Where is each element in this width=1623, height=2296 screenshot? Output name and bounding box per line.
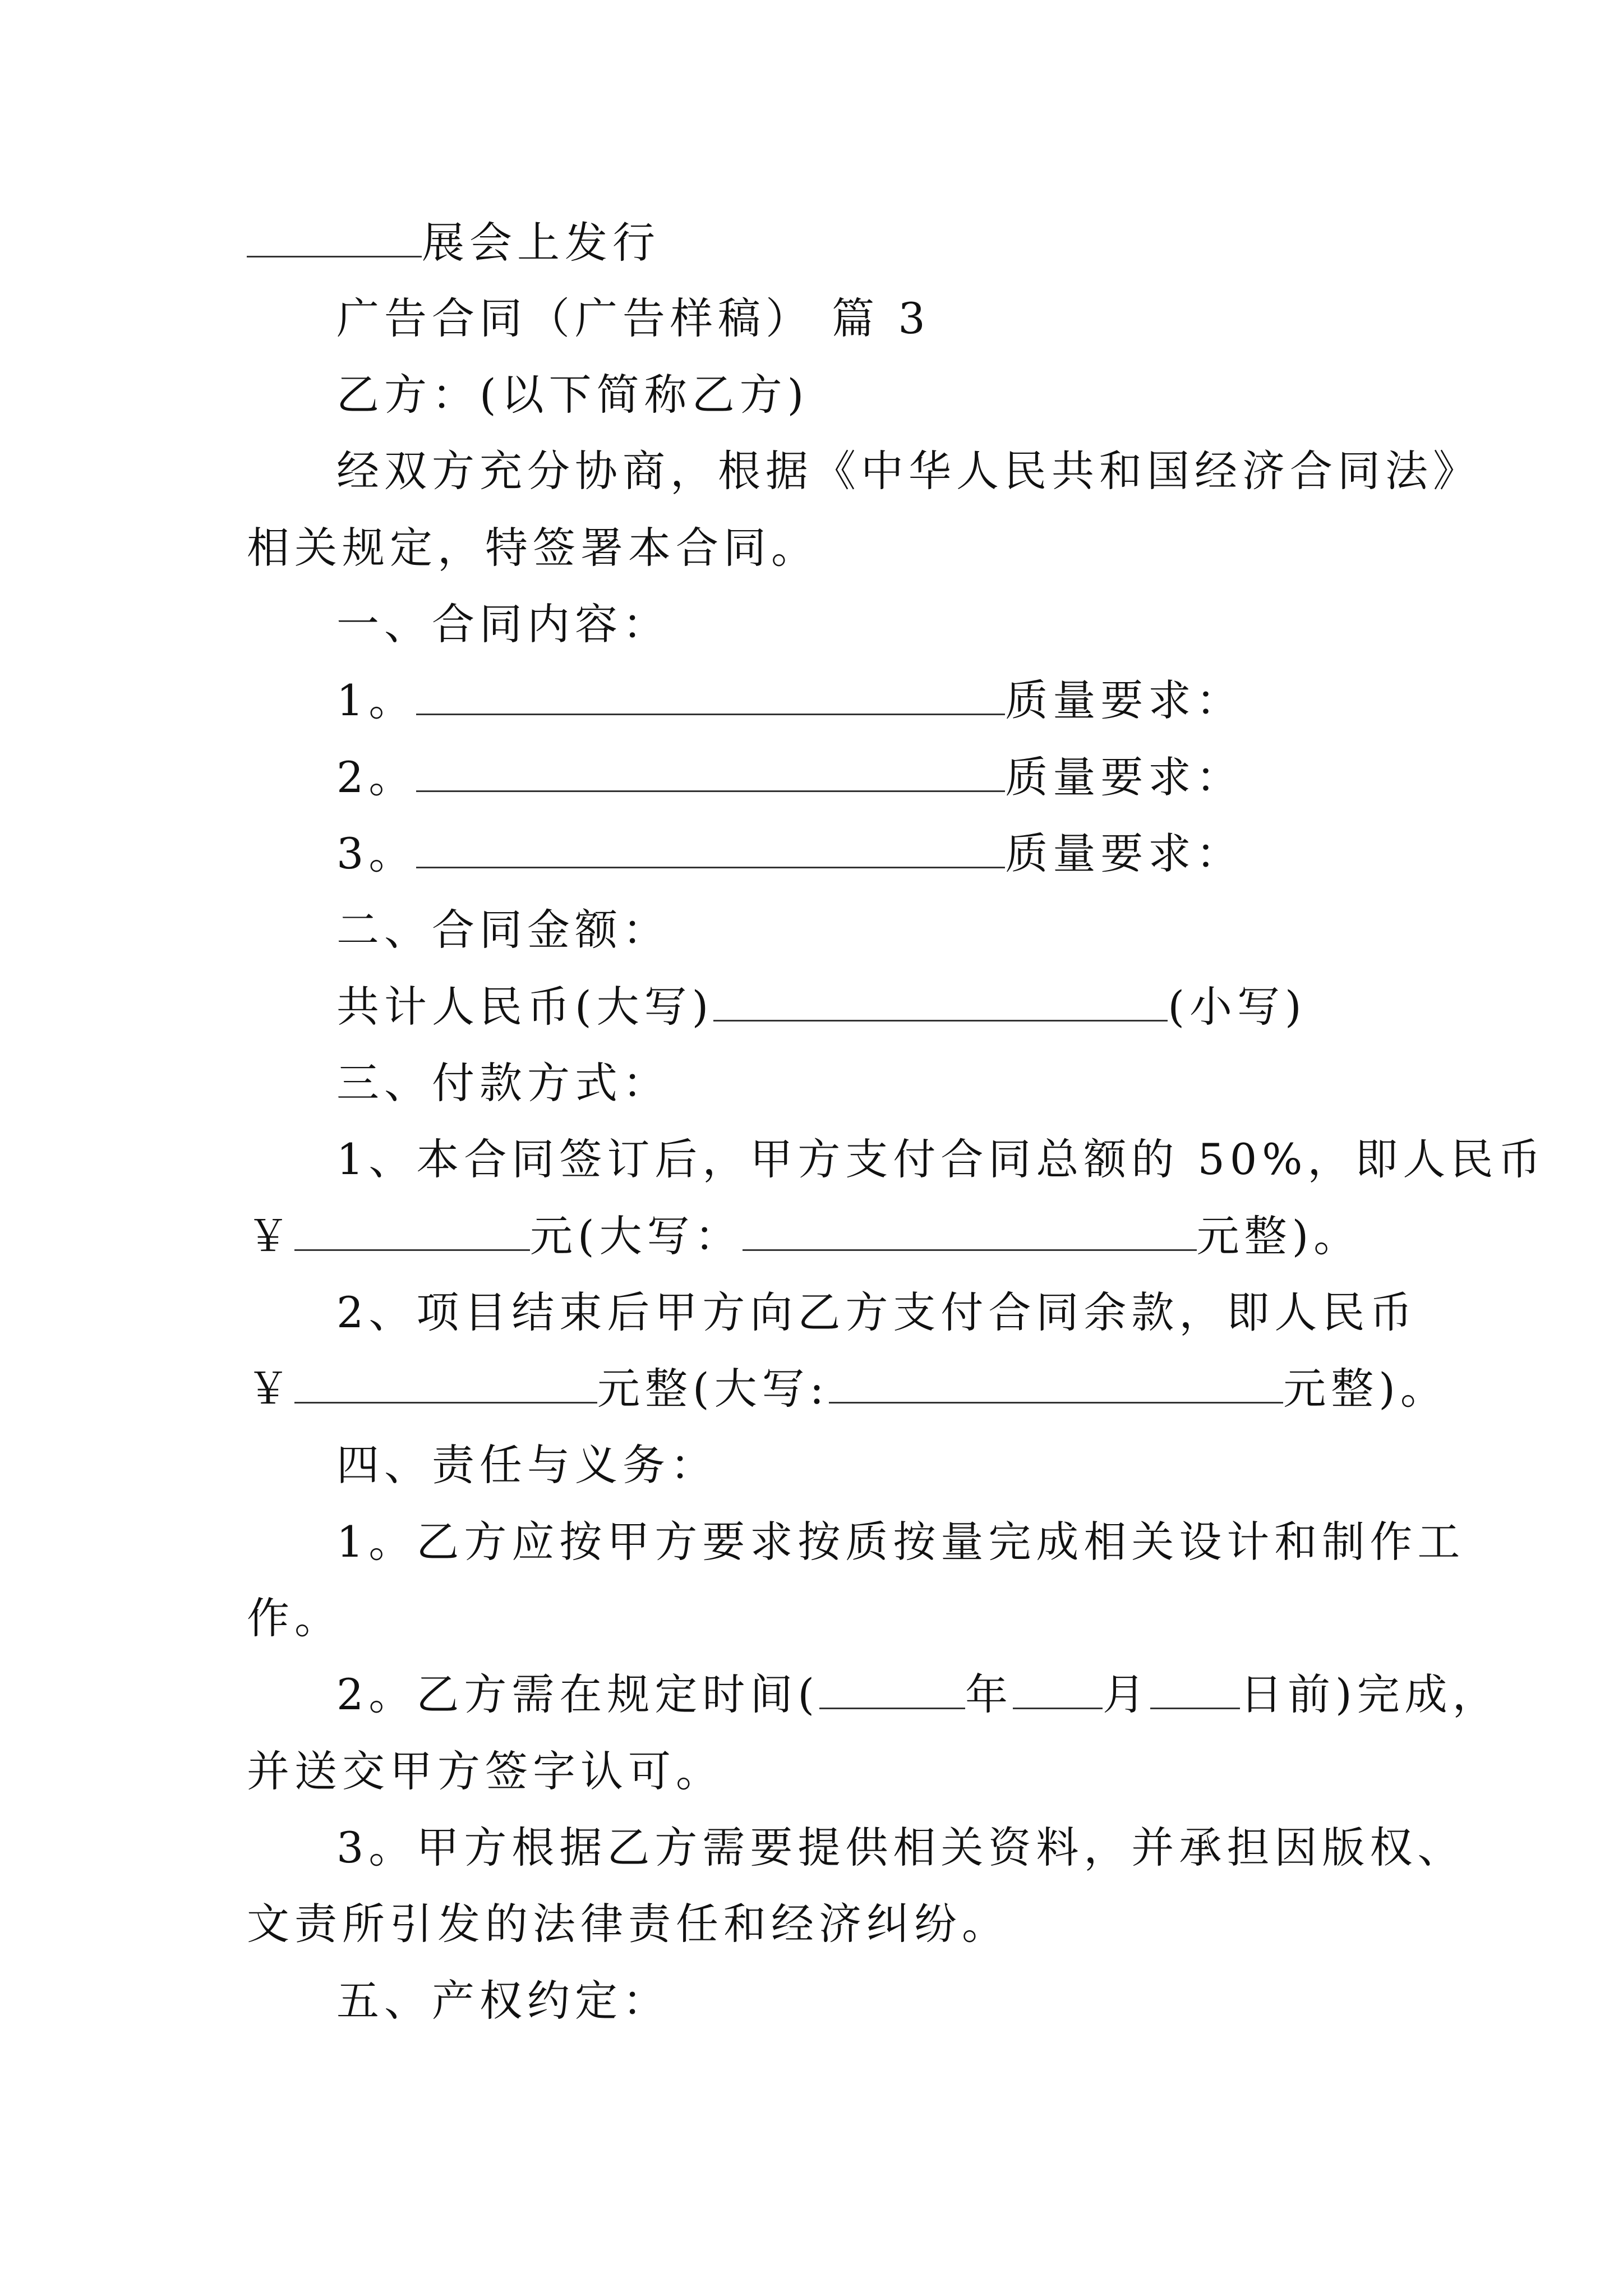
- item-number: 2。: [336, 752, 417, 802]
- item-number: 1。: [336, 675, 417, 725]
- duty-3-line-1: 3。甲方根据乙方需要提供相关资料，并承担因版权、: [336, 1823, 1465, 1872]
- blank-line: [819, 1671, 965, 1709]
- text: 元(大写：: [530, 1211, 743, 1261]
- text: 月: [1103, 1669, 1151, 1719]
- blank-line: [294, 1212, 530, 1251]
- duty-1-line-1: 1。乙方应按甲方要求按质按量完成相关设计和制作工: [336, 1517, 1465, 1567]
- clause-1-title: 一、合同内容：: [336, 599, 670, 649]
- item-number: 3。: [336, 829, 417, 878]
- duty-1-line-2: 作。: [247, 1593, 342, 1643]
- item-label: 质量要求：: [1005, 752, 1244, 802]
- text: 展会上发行: [422, 218, 660, 268]
- duty-3-line-2: 文责所引发的法律责任和经济纠纷。: [247, 1899, 1009, 1949]
- payment-2-line-1: 2、项目结束后甲方向乙方支付合同余款，即人民币: [336, 1287, 1418, 1337]
- blank-line: [829, 1365, 1283, 1404]
- text: 年: [965, 1669, 1013, 1719]
- blank-line: [1150, 1671, 1240, 1709]
- text: 日前)完成，: [1240, 1669, 1500, 1719]
- clause-3-title: 三、付款方式：: [336, 1058, 670, 1108]
- text: 元整(大写:: [597, 1364, 829, 1414]
- amount-prefix: 共计人民币(大写): [336, 982, 714, 1032]
- clause-2-title: 二、合同金额：: [336, 905, 670, 955]
- content-item-2: [336, 749, 1243, 806]
- blank-line: [416, 677, 1005, 715]
- blank-line: [713, 983, 1168, 1022]
- text: 元整)。: [1196, 1211, 1362, 1261]
- payment-1-line-2: [247, 1208, 1361, 1264]
- content-item-3: [336, 826, 1243, 882]
- blank-line: [247, 219, 422, 257]
- amount-suffix: (小写): [1168, 982, 1307, 1032]
- payment-1-line-1: 1、本合同签订后，甲方支付合同总额的 50%，即人民币: [336, 1134, 1546, 1184]
- text: 元整)。: [1283, 1364, 1448, 1414]
- duty-2-line-2: 并送交甲方签字认可。: [247, 1746, 723, 1796]
- blank-line: [416, 830, 1005, 868]
- item-label: 质量要求：: [1005, 675, 1244, 725]
- blank-line: [294, 1365, 597, 1404]
- amount-line: [336, 979, 1307, 1035]
- payment-2-line-2: [247, 1361, 1448, 1417]
- yen-sign: ￥: [247, 1211, 294, 1261]
- blank-line: [416, 753, 1005, 792]
- party-b-line: 乙方：(以下简称乙方): [336, 370, 809, 420]
- text: 2。乙方需在规定时间(: [336, 1669, 820, 1719]
- section-heading: 广告合同（广告样稿） 篇 3: [336, 293, 930, 343]
- intro-line-1: 经双方充分协商，根据《中华人民共和国经济合同法》: [336, 446, 1481, 496]
- clause-5-title: 五、产权约定：: [336, 1976, 670, 2026]
- clause-4-title: 四、责任与义务：: [336, 1440, 718, 1490]
- content-item-1: [336, 673, 1243, 729]
- duty-2-line-1: [336, 1667, 1500, 1723]
- yen-sign: ￥: [247, 1364, 294, 1414]
- blank-line: [743, 1212, 1197, 1251]
- line-fair-issue: [247, 215, 660, 271]
- blank-line: [1013, 1671, 1103, 1709]
- item-label: 质量要求：: [1005, 829, 1244, 878]
- intro-line-2: 相关规定，特签署本合同。: [247, 523, 819, 573]
